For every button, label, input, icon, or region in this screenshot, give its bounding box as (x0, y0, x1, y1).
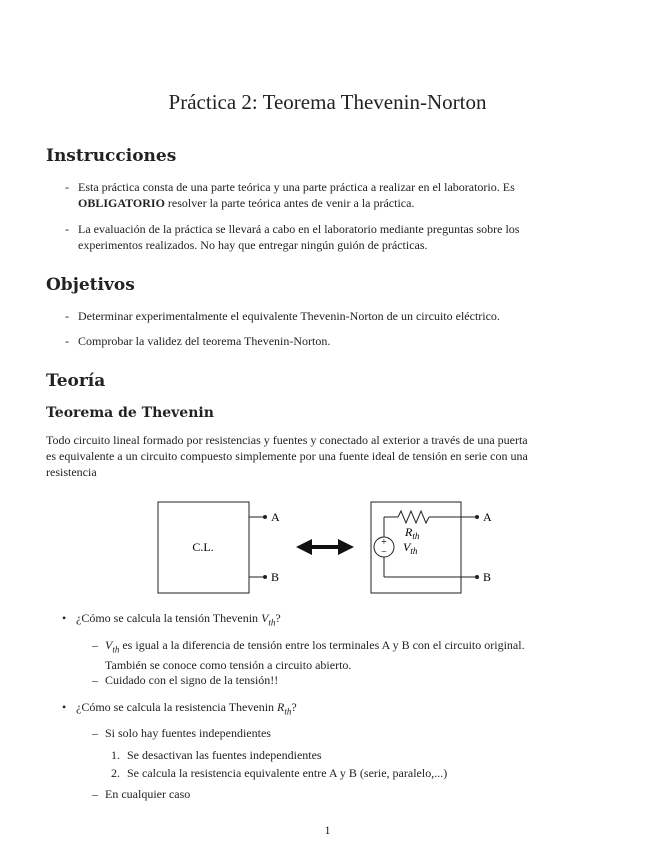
instrucciones-item-1-line-2: resolver la parte teórica antes de venir a la práctica. (164, 196, 415, 210)
section-heading-teoria: Teoría (46, 371, 106, 391)
left-terminal-a-label: A (271, 510, 280, 524)
left-terminal-a-node (263, 515, 267, 519)
instrucciones-item-1-line-1: Esta práctica consta de una parte teórica y una parte práctica a realizar en el laboratorio. Es (78, 180, 515, 194)
equivalence-double-arrow-icon (296, 539, 354, 555)
objetivos-item-2: Comprobar la validez del teorema Thevenin-Norton. (78, 334, 331, 348)
instrucciones-item-1 (78, 179, 610, 211)
dash-bullet: - (65, 180, 69, 194)
question-rth: ¿Cómo se calcula la resistencia Thevenin $R_{th}$? (76, 700, 297, 717)
vth-label: $V_{th}$ (403, 540, 418, 556)
subsection-heading-thevenin: Teorema de Thevenin (46, 405, 214, 421)
answer-vth-sign-warning: Cuidado con el signo de la tensión!! (105, 673, 279, 687)
page-number: 1 (324, 823, 331, 837)
left-terminal-b-label: B (271, 570, 280, 584)
dash-bullet: – (92, 673, 98, 687)
teoria-paragraph-line-2: es equivalente a un circuito compuesto simplemente por una fuente ideal de tensión en serie con una (46, 449, 528, 463)
answer-vth-definition: $V_{th}$ es igual a la diferencia de tensión entre los terminales A y B con el circuito original. También se conoce como tensión a circuito abierto. (105, 638, 525, 673)
document-title: Práctica 2: Teorema Thevenin-Norton (168, 90, 487, 114)
right-terminal-a-node (475, 515, 479, 519)
answer-rth-independent: Si solo hay fuentes independientes (105, 726, 271, 740)
voltage-source-plus: + (381, 537, 387, 548)
step-number-2: 2. (111, 766, 120, 780)
objetivos-item-1: Determinar experimentalmente el equivalente Thevenin-Norton de un circuito eléctrico. (78, 309, 500, 323)
dash-bullet: – (92, 638, 98, 652)
step-2: Se calcula la resistencia equivalente entre A y B (serie, paralelo,...) (127, 766, 448, 780)
right-terminal-b-node (475, 575, 479, 579)
dash-bullet: - (65, 309, 69, 323)
right-terminal-b-label: B (483, 570, 492, 584)
teoria-paragraph-line-1: Todo circuito lineal formado por resistencias y fuentes y conectado al exterior a través de una puerta (46, 433, 528, 447)
dash-bullet: - (65, 222, 69, 236)
bullet-dot: • (62, 611, 67, 625)
right-terminal-a-label: A (483, 510, 492, 524)
dash-bullet: – (92, 726, 98, 740)
section-heading-objetivos: Objetivos (46, 275, 135, 295)
bullet-dot: • (62, 700, 67, 714)
linear-circuit-label: C.L. (192, 540, 214, 554)
voltage-source-minus: − (381, 547, 387, 558)
thevenin-equivalence-diagram (0, 490, 655, 602)
teoria-paragraph-line-3: resistencia (46, 465, 97, 479)
left-terminal-b-node (263, 575, 267, 579)
instrucciones-item-2-line-1: La evaluación de la práctica se llevará a cabo en el laboratorio mediante preguntas sobre los (78, 222, 520, 236)
step-number-1: 1. (111, 748, 120, 762)
question-vth: ¿Cómo se calcula la tensión Thevenin $V_{th}$? (76, 611, 281, 628)
resistor-icon (398, 511, 429, 523)
section-heading-instrucciones: Instrucciones (46, 146, 177, 166)
step-1: Se desactivan las fuentes independientes (127, 748, 322, 762)
instrucciones-item-2 (78, 221, 610, 253)
rth-label: $R_{th}$ (405, 525, 420, 541)
teoria-paragraph (46, 432, 610, 480)
obligatorio-bold: OBLIGATORIO (78, 196, 165, 210)
dash-bullet: – (92, 787, 98, 801)
instrucciones-item-2-line-2: experimentos realizados. No hay que entregar ningún guión de prácticas. (78, 238, 428, 252)
dash-bullet: - (65, 334, 69, 348)
answer-rth-general: En cualquier caso (105, 787, 191, 801)
